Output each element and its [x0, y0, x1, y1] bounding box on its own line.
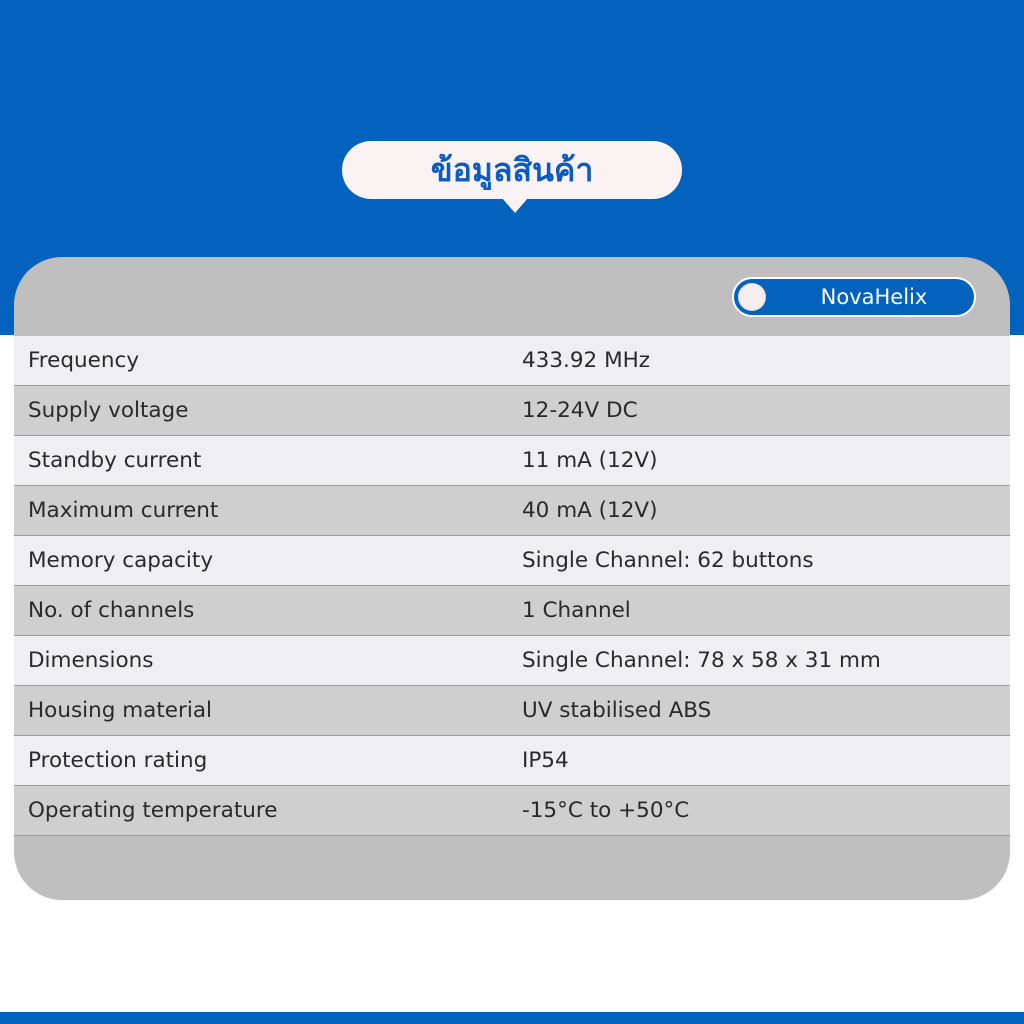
spec-value: -15°C to +50°C — [522, 798, 690, 823]
spec-label: Maximum current — [28, 498, 219, 523]
spec-value: Single Channel: 62 buttons — [522, 548, 814, 573]
brand-label: NovaHelix — [820, 285, 928, 309]
spec-value: 40 mA (12V) — [522, 498, 658, 523]
spec-label: Memory capacity — [28, 548, 214, 573]
spec-label: Dimensions — [28, 648, 154, 673]
spec-label: Frequency — [28, 348, 140, 373]
table-row — [14, 386, 1010, 436]
table-row — [14, 536, 1010, 586]
spec-value: 12-24V DC — [522, 398, 638, 423]
toggle-knob-icon — [738, 283, 766, 311]
footer-bar — [0, 1012, 1024, 1024]
spec-value: 1 Channel — [522, 598, 631, 623]
spec-value: UV stabilised ABS — [522, 698, 712, 723]
table-row — [14, 786, 1010, 836]
table-row — [14, 636, 1010, 686]
brand-toggle[interactable] — [732, 277, 976, 317]
spec-label: Standby current — [28, 448, 202, 473]
table-row — [14, 686, 1010, 736]
table-row — [14, 436, 1010, 486]
spec-value: Single Channel: 78 x 58 x 31 mm — [522, 648, 881, 673]
spec-value: 11 mA (12V) — [522, 448, 658, 473]
spec-value: IP54 — [522, 748, 569, 773]
spec-value: 433.92 MHz — [522, 348, 651, 373]
spec-label: Operating temperature — [28, 798, 278, 823]
spec-label: Protection rating — [28, 748, 208, 773]
spec-card — [14, 257, 1010, 900]
table-row — [14, 486, 1010, 536]
spec-label: Housing material — [28, 698, 212, 723]
page-title: ข้อมูลสินค้า — [430, 150, 594, 189]
spec-table — [14, 336, 1010, 836]
table-row — [14, 336, 1010, 386]
spec-label: Supply voltage — [28, 398, 189, 423]
spec-label: No. of channels — [28, 598, 195, 623]
title-badge — [342, 141, 682, 199]
table-row — [14, 736, 1010, 786]
table-row — [14, 586, 1010, 636]
